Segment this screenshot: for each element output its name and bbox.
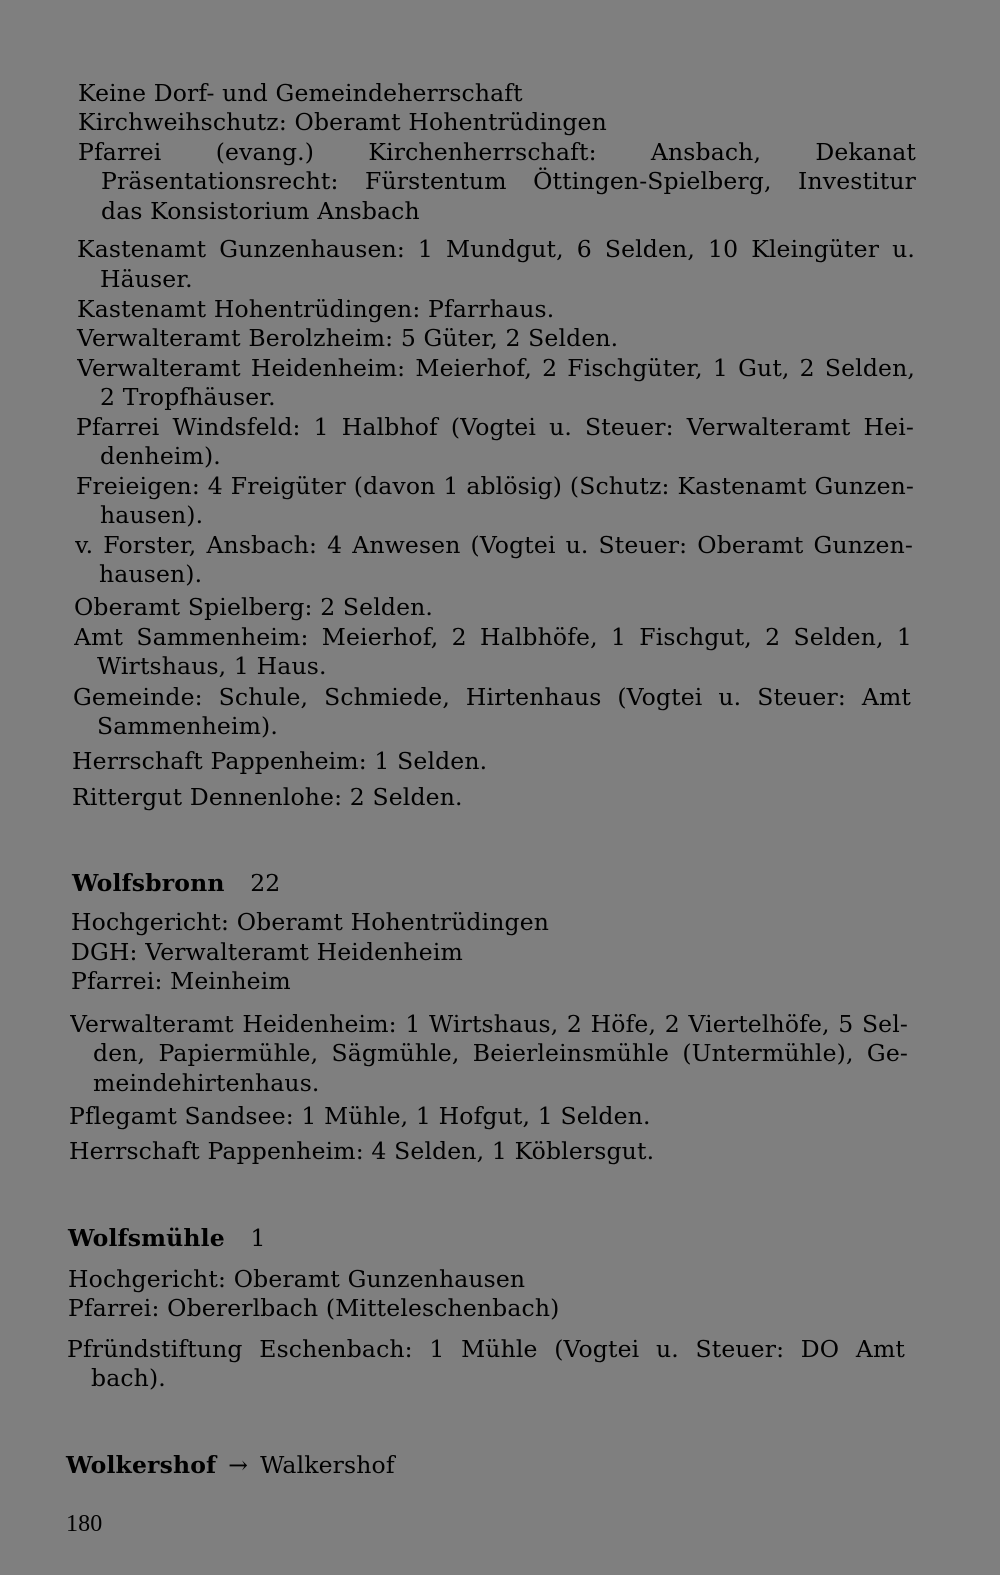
text-line: Kastenamt Gunzenhausen: 1 Mundgut, 6 Selden, 10 Kleingüter u. [77, 235, 915, 263]
text-line: v. Forster, Ansbach: 4 Anwesen (Vogtei u. Steuer: Oberamt Gunzen- [75, 531, 913, 559]
text-line: meindehirtenhaus. [93, 1069, 320, 1097]
place-name: Wolkershof [66, 1451, 217, 1479]
text-line: Sammenheim). [97, 712, 278, 740]
place-name: Wolfsbronn [72, 869, 225, 897]
entry-number: 1 [250, 1224, 266, 1252]
arrow-right-icon: → [228, 1451, 249, 1479]
text-line: Pfarrei (evang.) Kirchenherrschaft: Ansbach, Dekanat [78, 138, 916, 166]
text-line: Pfarrei: Obererlbach (Mitteleschenbach) [68, 1294, 560, 1322]
text-line: 2 Tropfhäuser. [100, 383, 276, 411]
page-number: 180 [66, 1511, 103, 1537]
place-name: Wolfsmühle [68, 1224, 225, 1252]
text-line: Freieigen: 4 Freigüter (davon 1 ablösig) (Schutz: Kastenamt Gunzen- [76, 472, 914, 500]
text-line: Wirtshaus, 1 Haus. [97, 652, 327, 680]
text-line: Pflegamt Sandsee: 1 Mühle, 1 Hofgut, 1 Selden. [69, 1102, 651, 1130]
text-line: hausen). [99, 560, 203, 588]
text-line: Verwalteramt Heidenheim: 1 Wirtshaus, 2 Höfe, 2 Viertelhöfe, 5 Sel- [70, 1010, 908, 1038]
text-line: Hochgericht: Oberamt Hohentrüdingen [71, 908, 550, 936]
text-line: Verwalteramt Berolzheim: 5 Güter, 2 Selden. [77, 324, 619, 352]
text-line: Kastenamt Hohentrüdingen: Pfarrhaus. [77, 295, 555, 323]
text-line: Pfarrei Windsfeld: 1 Halbhof (Vogtei u. Steuer: Verwalteramt Hei- [76, 413, 914, 441]
text-line: Pfründstiftung Eschenbach: 1 Mühle (Vogtei u. Steuer: DO Amt [67, 1335, 905, 1363]
text-line: Herrschaft Pappenheim: 1 Selden. [72, 747, 488, 775]
text-line: Gemeinde: Schule, Schmiede, Hirtenhaus (Vogtei u. Steuer: Amt [73, 683, 911, 711]
text-line: den, Papiermühle, Sägmühle, Beierleinsmühle (Untermühle), Ge- [93, 1039, 908, 1067]
cross-reference [66, 1450, 395, 1480]
text-line: Amt Sammenheim: Meierhof, 2 Halbhöfe, 1 Fischgut, 2 Selden, 1 [74, 623, 912, 651]
text-line: Oberamt Spielberg: 2 Selden. [74, 593, 434, 621]
text-line: Kirchweihschutz: Oberamt Hohentrüdingen [78, 108, 607, 136]
text-line: Häuser. [100, 265, 193, 293]
text-line: Herrschaft Pappenheim: 4 Selden, 1 Köblersgut. [69, 1137, 655, 1165]
text-line: Präsentationsrecht: Fürstentum Öttingen-Spielberg, Investitur [101, 167, 916, 195]
entry-heading [68, 1223, 266, 1253]
text-line: Keine Dorf- und Gemeindeherrschaft [78, 79, 523, 107]
text-line: Rittergut Dennenlohe: 2 Selden. [72, 783, 463, 811]
text-line: DGH: Verwalteramt Heidenheim [71, 938, 463, 966]
text-line: Verwalteramt Heidenheim: Meierhof, 2 Fischgüter, 1 Gut, 2 Selden, [77, 354, 915, 382]
text-line: hausen). [100, 501, 204, 529]
text-line: denheim). [100, 442, 221, 470]
text-line: Hochgericht: Oberamt Gunzenhausen [68, 1265, 526, 1293]
entry-heading [72, 868, 280, 898]
text-line: Pfarrei: Meinheim [71, 967, 291, 995]
text-line: bach). [91, 1364, 166, 1392]
reference-target: Walkershof [260, 1451, 395, 1479]
entry-number: 22 [250, 869, 281, 897]
text-line: das Konsistorium Ansbach [101, 197, 420, 225]
